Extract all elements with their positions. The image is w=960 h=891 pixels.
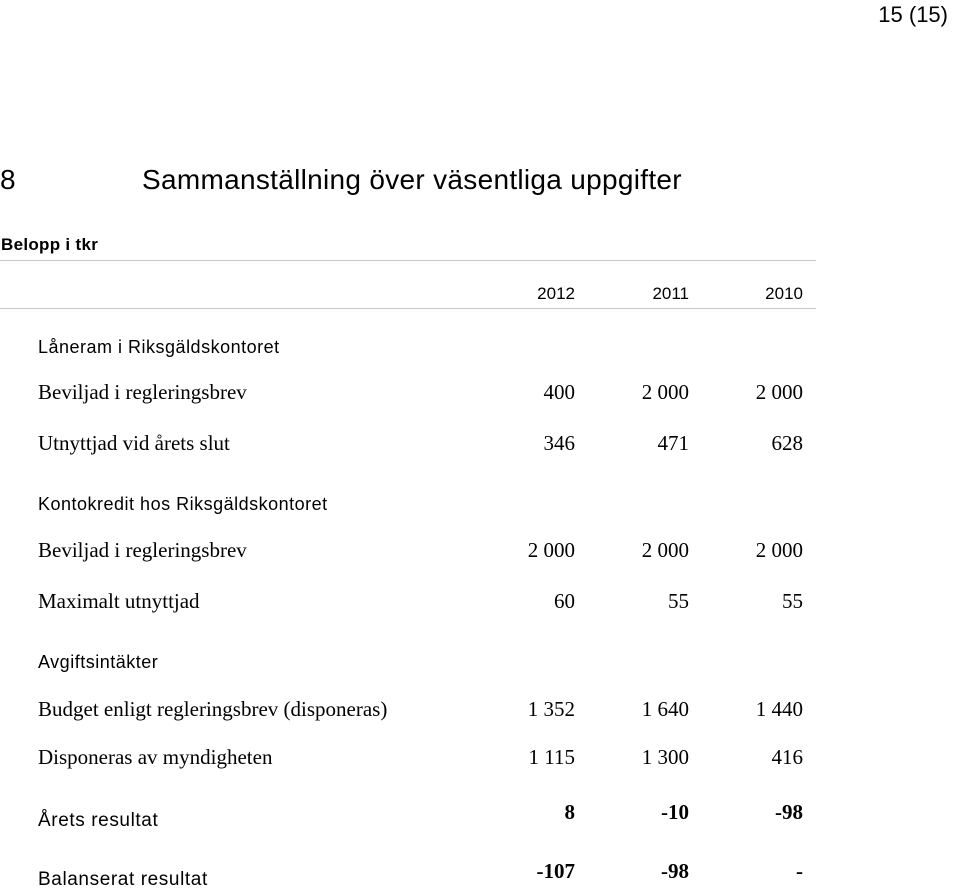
value-cell: 400 <box>543 380 575 404</box>
value-cell: 1 300 <box>641 745 689 769</box>
value-cell: 2 000 <box>641 538 689 562</box>
section-title: Sammanställning över väsentliga uppgifter <box>142 164 682 195</box>
row-label: Disponeras av myndigheten <box>38 745 273 769</box>
value-cell: 60 <box>554 589 575 613</box>
value-cell: -98 <box>775 800 803 824</box>
value-cell: 8 <box>564 800 575 824</box>
divider-header <box>0 308 816 309</box>
divider-top <box>0 260 816 261</box>
row-label: Budget enligt regleringsbrev (disponeras) <box>38 697 388 721</box>
group-heading-avgiftsintakter: Avgiftsintäkter <box>38 652 159 672</box>
value-cell: 55 <box>668 589 689 613</box>
value-cell: 1 440 <box>755 697 803 721</box>
row-label: Utnyttjad vid årets slut <box>38 431 230 455</box>
group-heading-laneram: Låneram i Riksgäldskontoret <box>38 337 280 357</box>
row-label: Beviljad i regleringsbrev <box>38 538 247 562</box>
value-cell: -98 <box>661 859 689 883</box>
year-header-2010: 2010 <box>765 284 803 303</box>
value-cell: 2 000 <box>641 380 689 404</box>
section-number: 8 <box>0 164 16 195</box>
value-cell: 1 352 <box>527 697 575 721</box>
value-cell: 55 <box>782 589 803 613</box>
value-cell: 2 000 <box>755 380 803 404</box>
page-number: 15 (15) <box>878 2 948 27</box>
value-cell: -10 <box>661 800 689 824</box>
year-header-2012: 2012 <box>537 284 575 303</box>
result-label-arets: Årets resultat <box>38 810 159 831</box>
value-cell: 416 <box>771 745 803 769</box>
value-cell: 346 <box>543 431 575 455</box>
year-header-2011: 2011 <box>652 284 689 303</box>
value-cell: -107 <box>536 859 575 883</box>
value-cell: 2 000 <box>527 538 575 562</box>
value-cell: 2 000 <box>755 538 803 562</box>
result-label-balanserat: Balanserat resultat <box>38 869 208 890</box>
value-cell: - <box>796 859 803 883</box>
row-label: Beviljad i regleringsbrev <box>38 380 247 404</box>
value-cell: 1 115 <box>528 745 575 769</box>
value-cell: 471 <box>657 431 689 455</box>
unit-label: Belopp i tkr <box>1 235 99 254</box>
row-label: Maximalt utnyttjad <box>38 589 200 613</box>
value-cell: 1 640 <box>641 697 689 721</box>
group-heading-kontokredit: Kontokredit hos Riksgäldskontoret <box>38 494 328 514</box>
value-cell: 628 <box>771 431 803 455</box>
